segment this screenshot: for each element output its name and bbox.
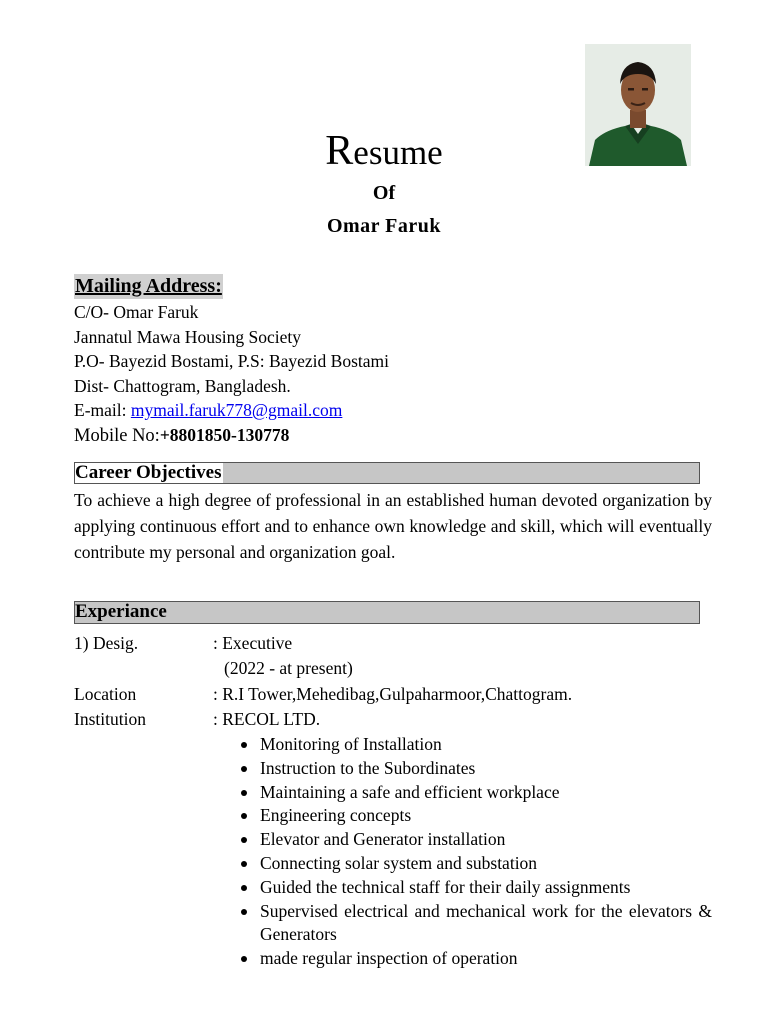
duty-item: Monitoring of Installation (236, 733, 712, 757)
location-row (74, 682, 572, 707)
title-of: Of (372, 182, 396, 204)
mailing-address (74, 300, 712, 448)
location-value: : R.I Tower,Mehedibag,Gulpaharmoor,Chattogram. (213, 684, 573, 704)
address-line: C/O- Omar Faruk (74, 302, 199, 322)
mobile-number: +8801850-130778 (159, 424, 290, 445)
experience-heading: Experiance (74, 601, 700, 624)
duty-item: Maintaining a safe and efficient workplace (236, 781, 712, 805)
location-label: Location (74, 684, 137, 704)
career-objectives-heading: Career Objectives (74, 462, 700, 484)
institution-row (74, 707, 320, 732)
career-objective-text: To achieve a high degree of professional in an established human devoted organization by applying continuous effort and to enhance own knowledge and skill, which will eventually contribute my personal and organization goal. (74, 490, 712, 562)
address-line: Dist- Chattogram, Bangladesh. (74, 375, 291, 396)
institution-value: : RECOL LTD. (213, 709, 321, 729)
designation-row (74, 631, 292, 656)
institution-label: Institution (74, 709, 146, 729)
applicant-name: Omar Faruk (326, 215, 442, 237)
duty-item: Supervised electrical and mechanical work for the elevators & Generators (236, 900, 712, 948)
employment-period: (2022 - at present) (224, 658, 353, 678)
email-link[interactable]: mymail.faruk778@gmail.com (130, 400, 343, 420)
mobile-label: Mobile No: (74, 425, 160, 446)
address-line: P.O- Bayezid Bostami, P.S: Bayezid Bostami (74, 351, 389, 371)
email-label: E-mail: (74, 400, 131, 420)
email-line (74, 398, 712, 423)
duties-list (236, 733, 712, 971)
designation-label: 1) Desig. (74, 633, 139, 653)
duty-item: Connecting solar system and substation (236, 852, 712, 876)
duty-item: made regular inspection of operation (236, 947, 712, 971)
designation-value: : Executive (213, 633, 293, 653)
duty-item: Instruction to the Subordinates (236, 757, 712, 781)
mobile-line (74, 423, 712, 449)
address-line: Jannatul Mawa Housing Society (74, 326, 301, 347)
duty-item: Guided the technical staff for their daily assignments (236, 876, 712, 900)
mailing-address-heading: Mailing Address: (75, 275, 222, 297)
resume-title: Resume (325, 128, 443, 174)
duty-item: Elevator and Generator installation (236, 828, 712, 852)
duty-item: Engineering concepts (236, 804, 712, 828)
